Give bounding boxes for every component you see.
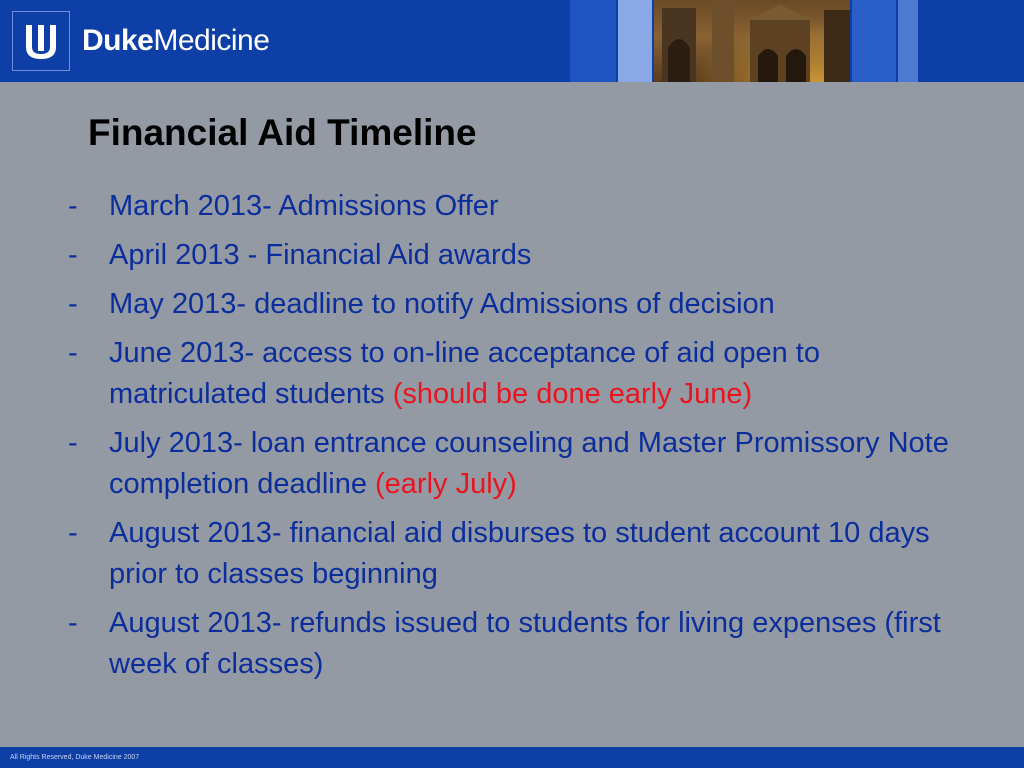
header-stripe	[618, 0, 652, 82]
item-text: March 2013- Admissions Offer	[109, 190, 499, 222]
slide-title: Financial Aid Timeline	[88, 112, 477, 153]
bullet-dash: -	[68, 607, 78, 639]
item-text: June 2013- access to on-line acceptance of aid open to matriculated students	[109, 337, 820, 410]
item-text: August 2013- refunds issued to students for living expenses (first week of classes)	[109, 607, 941, 680]
wordmark-bold: Duke	[82, 24, 154, 57]
header-stripe	[570, 0, 616, 82]
item-text: May 2013- deadline to notify Admissions of decision	[109, 288, 775, 320]
bullet-dash: -	[68, 288, 78, 320]
list-item	[66, 235, 966, 276]
list-item	[66, 284, 966, 325]
item-note: (should be done early June)	[392, 378, 753, 410]
header-stripe	[852, 0, 896, 82]
item-text: July 2013- loan entrance counseling and Master Promissory Note completion deadline	[109, 427, 949, 500]
footer-bar	[0, 747, 1024, 768]
item-text: August 2013- financial aid disburses to student account 10 days prior to classes beginning	[109, 517, 930, 590]
wordmark-regular: Medicine	[153, 24, 270, 57]
timeline-list	[66, 186, 966, 693]
list-item	[66, 186, 966, 227]
chapel-photo	[654, 0, 850, 82]
header-stripe	[898, 0, 918, 82]
list-item	[66, 513, 966, 595]
copyright-text: All Rights Reserved, Duke Medicine 2007	[10, 754, 140, 761]
duke-shield-logo-icon	[12, 11, 70, 71]
list-item	[66, 603, 966, 685]
list-item	[66, 423, 966, 505]
list-item	[66, 333, 966, 415]
bullet-dash: -	[68, 190, 78, 222]
duke-medicine-wordmark	[82, 24, 269, 58]
bullet-dash: -	[68, 337, 78, 369]
item-text: April 2013 - Financial Aid awards	[109, 239, 532, 271]
bullet-dash: -	[68, 239, 78, 271]
bullet-dash: -	[68, 427, 78, 459]
item-note: (early July)	[375, 468, 517, 500]
bullet-dash: -	[68, 517, 78, 549]
header-banner	[0, 0, 1024, 82]
